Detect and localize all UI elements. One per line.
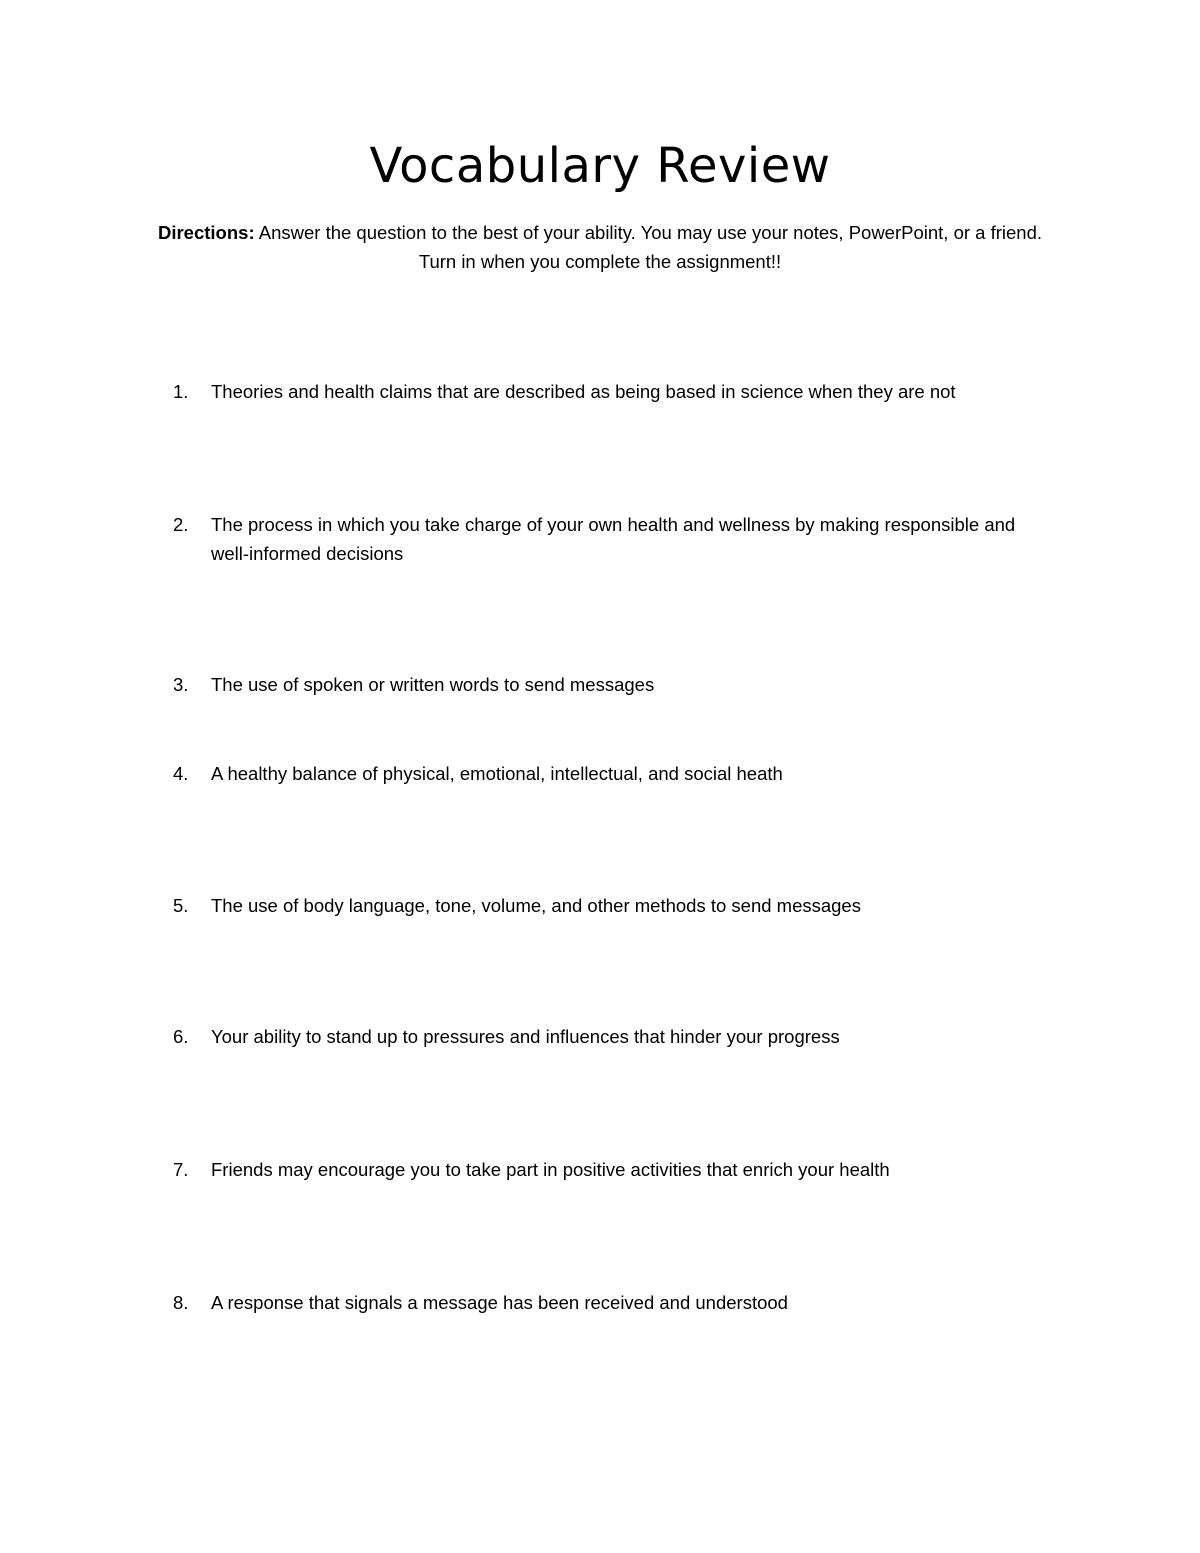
question-text: A response that signals a message has been received and understood <box>211 1292 788 1313</box>
question-item-5 <box>173 891 1053 920</box>
question-number: 1. <box>173 381 189 402</box>
directions-text: Answer the question to the best of your ability. You may use your notes, PowerPoint, or a friend. Turn in when you complete the assignment!! <box>254 222 1043 272</box>
question-number: 7. <box>173 1159 189 1180</box>
question-number: 5. <box>173 895 189 916</box>
question-number: 4. <box>173 763 189 784</box>
question-item-1 <box>173 377 1053 406</box>
question-item-2 <box>173 510 1053 568</box>
question-text: Theories and health claims that are described as being based in science when they are not <box>211 381 956 402</box>
question-item-6 <box>173 1022 1053 1051</box>
question-text: The use of body language, tone, volume, and other methods to send messages <box>211 895 861 916</box>
question-item-7 <box>173 1155 1053 1184</box>
question-text: A healthy balance of physical, emotional, intellectual, and social heath <box>211 763 783 784</box>
question-number: 6. <box>173 1026 189 1047</box>
page-title: Vocabulary Review <box>369 138 831 194</box>
question-item-4 <box>173 759 1053 788</box>
question-item-3 <box>173 670 1053 699</box>
directions-paragraph <box>150 218 1050 276</box>
question-item-8 <box>173 1288 1053 1317</box>
question-text: Your ability to stand up to pressures and influences that hinder your progress <box>211 1026 840 1047</box>
directions-label: Directions: <box>157 222 255 243</box>
question-number: 2. <box>173 514 189 535</box>
question-text: The use of spoken or written words to send messages <box>211 674 655 695</box>
question-number: 8. <box>173 1292 189 1313</box>
question-text: Friends may encourage you to take part in positive activities that enrich your health <box>211 1159 890 1180</box>
question-text: The process in which you take charge of your own health and wellness by making responsible and well-informed decisions <box>211 514 1016 564</box>
question-number: 3. <box>173 674 189 695</box>
